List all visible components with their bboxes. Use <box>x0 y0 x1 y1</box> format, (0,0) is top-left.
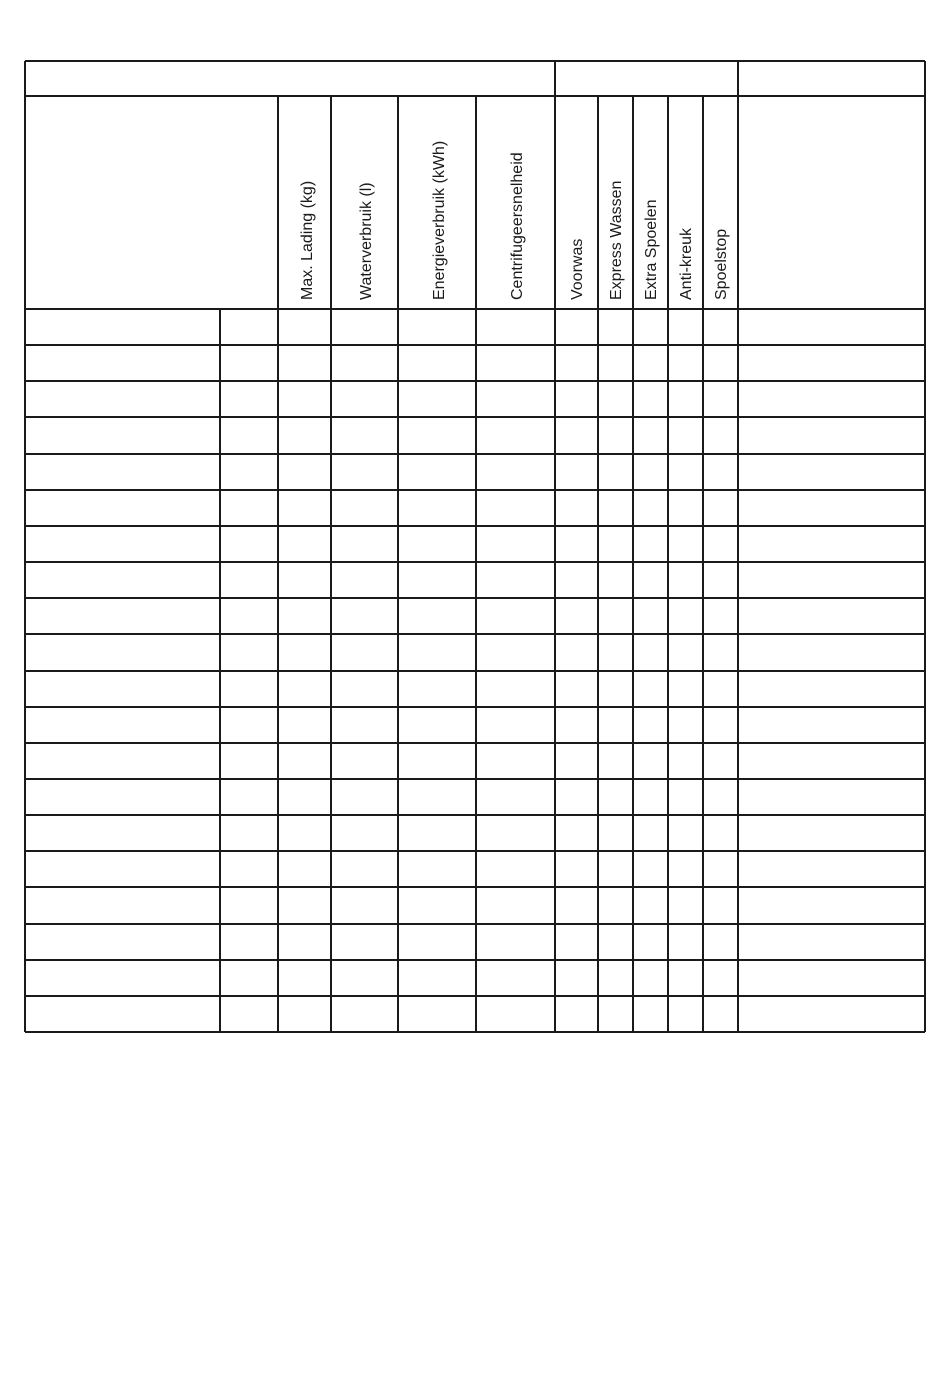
column-header-waterverbruik: Waterverbruik (l) <box>358 182 375 300</box>
column-header-voorwas: Voorwas <box>569 238 586 300</box>
column-header-spoelstop: Spoelstop <box>713 228 730 300</box>
column-header-extra-spoelen: Extra Spoelen <box>643 199 660 300</box>
column-header-max-lading: Max. Lading (kg) <box>299 180 316 300</box>
column-header-energieverbruik: Energieverbruik (kWh) <box>431 140 448 300</box>
table-grid <box>25 61 925 1032</box>
column-header-centrifugeersnelheid: Centrifugeersnelheid <box>509 152 526 300</box>
column-header-anti-kreuk: Anti-kreuk <box>678 227 695 300</box>
column-header-express-wassen: Express Wassen <box>608 180 625 300</box>
